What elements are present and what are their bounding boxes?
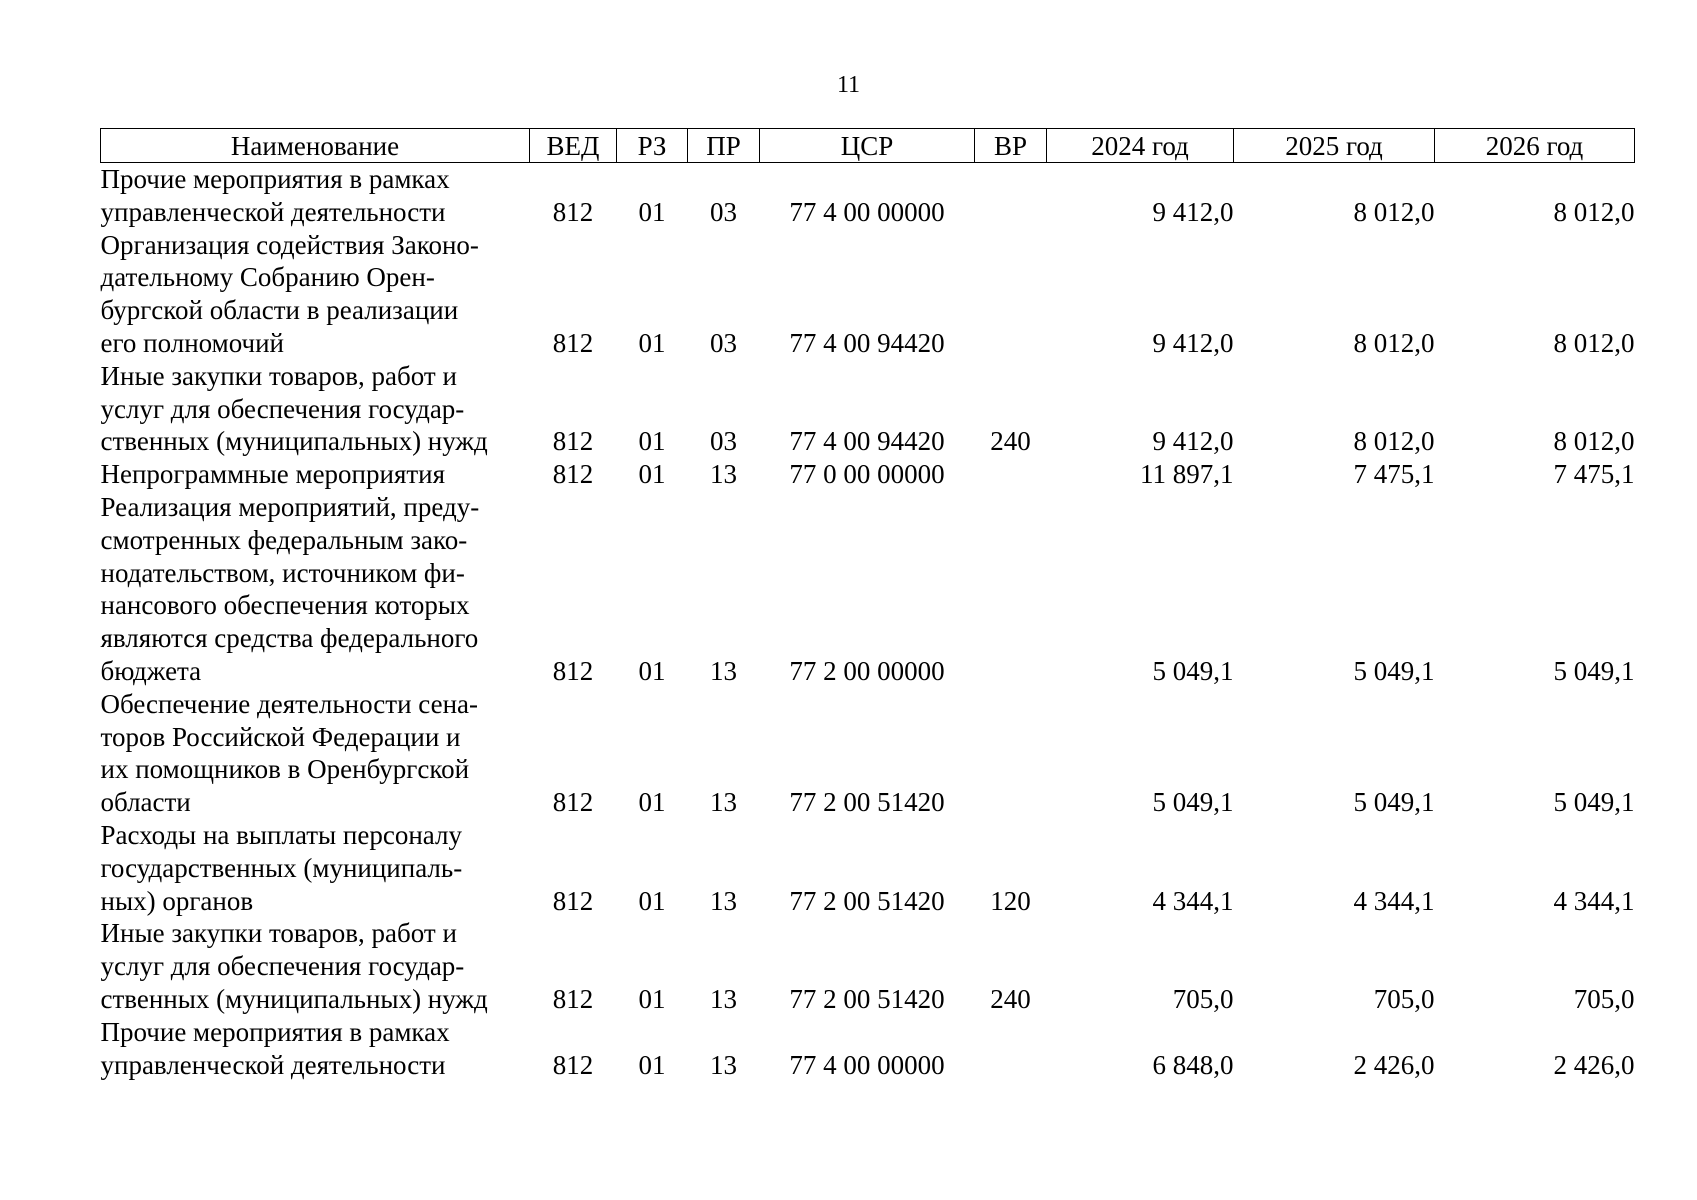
cell-2025: 705,0 [1373, 983, 1435, 1014]
name-line: дательному Собранию Орен- [100, 262, 435, 293]
cell-ved: 812 [552, 426, 594, 457]
header-name: Наименование [101, 129, 530, 163]
name-line: нодательством, источником фи- [100, 557, 465, 588]
cell-pr: 13 [710, 885, 737, 916]
cell-2025: 4 344,1 [1353, 885, 1435, 916]
cell-2024: 5 049,1 [1152, 787, 1234, 818]
cell-name [101, 819, 530, 917]
header-2024: 2024 год [1047, 129, 1234, 163]
header-vr: ВР [975, 129, 1047, 163]
cell-rz: 01 [638, 787, 666, 818]
cell-name [101, 491, 530, 688]
table-row [101, 491, 1635, 688]
cell-vr [975, 229, 1047, 360]
cell-rz: 01 [638, 1049, 666, 1080]
name-line: Прочие мероприятия в рамках [100, 164, 450, 194]
cell-2026: 8 012,0 [1553, 426, 1635, 457]
cell-vr [975, 458, 1047, 491]
table-row [101, 819, 1635, 917]
cell-2025: 8 012,0 [1353, 196, 1435, 227]
name-line: Реализация мероприятий, преду- [100, 491, 480, 522]
cell-csr: 77 0 00 00000 [789, 459, 945, 490]
budget-table [100, 128, 1635, 1081]
cell-ved: 812 [552, 459, 594, 490]
cell-2026: 7 475,1 [1553, 459, 1635, 490]
cell-2026: 8 012,0 [1553, 327, 1635, 358]
cell-2025: 2 426,0 [1353, 1049, 1435, 1080]
name-line: его полномочий [100, 327, 285, 358]
name-line: ственных (муниципальных) нужд [100, 426, 488, 457]
cell-pr: 13 [710, 459, 737, 490]
table-row [101, 917, 1635, 1015]
cell-pr: 03 [710, 327, 737, 358]
header-2026: 2026 год [1435, 129, 1635, 163]
cell-vr [975, 163, 1047, 229]
name-line: являются средства федерального [100, 623, 479, 654]
cell-2026: 5 049,1 [1553, 787, 1635, 818]
cell-vr [975, 1016, 1047, 1082]
header-ved: ВЕД [530, 129, 617, 163]
cell-pr: 13 [710, 983, 737, 1014]
name-line: ственных (муниципальных) нужд [100, 983, 488, 1014]
cell-vr: 240 [990, 426, 1031, 457]
cell-ved: 812 [552, 196, 594, 227]
name-line: государственных (муниципаль- [100, 852, 463, 883]
cell-vr: 120 [990, 885, 1031, 916]
cell-csr: 77 2 00 51420 [789, 787, 945, 818]
cell-2026: 8 012,0 [1553, 196, 1635, 227]
cell-2024: 6 848,0 [1152, 1049, 1234, 1080]
cell-csr: 77 4 00 94420 [789, 426, 945, 457]
cell-rz: 01 [638, 459, 666, 490]
cell-2024: 9 412,0 [1152, 327, 1234, 358]
cell-2025: 5 049,1 [1353, 655, 1435, 686]
cell-vr [975, 491, 1047, 688]
cell-2024: 9 412,0 [1152, 426, 1234, 457]
cell-rz: 01 [638, 983, 666, 1014]
cell-2024: 9 412,0 [1152, 196, 1234, 227]
cell-name [101, 360, 530, 458]
cell-2024: 5 049,1 [1152, 655, 1234, 686]
cell-2026: 4 344,1 [1553, 885, 1635, 916]
cell-2024: 11 897,1 [1140, 459, 1234, 490]
cell-2025: 7 475,1 [1353, 459, 1435, 490]
header-2025: 2025 год [1234, 129, 1435, 163]
name-line: управленческой деятельности [100, 1049, 446, 1080]
cell-ved: 812 [552, 1049, 594, 1080]
cell-2026: 705,0 [1573, 983, 1635, 1014]
cell-rz: 01 [638, 885, 666, 916]
table-header-row [101, 129, 1635, 163]
name-line: Обеспечение деятельности сена- [100, 688, 479, 719]
cell-csr: 77 2 00 00000 [789, 655, 945, 686]
cell-csr: 77 4 00 00000 [789, 196, 945, 227]
name-line: бюджета [100, 655, 202, 686]
name-line: Непрограммные мероприятия [100, 459, 446, 490]
cell-ved: 812 [552, 787, 594, 818]
cell-name [101, 688, 530, 819]
cell-2026: 2 426,0 [1553, 1049, 1635, 1080]
cell-2025: 8 012,0 [1353, 426, 1435, 457]
name-line: Иные закупки товаров, работ и [100, 918, 457, 949]
table-row [101, 688, 1635, 819]
cell-2026: 5 049,1 [1553, 655, 1635, 686]
cell-csr: 77 4 00 94420 [789, 327, 945, 358]
cell-rz: 01 [638, 196, 666, 227]
table-row [101, 229, 1635, 360]
table-row [101, 1016, 1635, 1082]
cell-name [101, 229, 530, 360]
cell-csr: 77 2 00 51420 [789, 885, 945, 916]
cell-pr: 03 [710, 196, 737, 227]
cell-name [101, 1016, 530, 1082]
cell-ved: 812 [552, 983, 594, 1014]
name-line: области [100, 787, 191, 818]
cell-2025: 5 049,1 [1353, 787, 1435, 818]
header-csr: ЦСР [760, 129, 975, 163]
cell-pr: 03 [710, 426, 737, 457]
table-row [101, 360, 1635, 458]
page-number: 11 [836, 72, 861, 98]
cell-csr: 77 2 00 51420 [789, 983, 945, 1014]
name-line: управленческой деятельности [100, 196, 446, 227]
name-line: их помощников в Оренбургской [100, 754, 470, 785]
name-line: Прочие мероприятия в рамках [100, 1016, 450, 1047]
cell-vr: 240 [990, 983, 1031, 1014]
cell-ved: 812 [552, 655, 594, 686]
cell-2024: 705,0 [1172, 983, 1234, 1014]
table-body [101, 163, 1635, 1082]
header-pr: ПР [688, 129, 760, 163]
name-line: Расходы на выплаты персоналу [100, 819, 462, 850]
header-rz: РЗ [617, 129, 688, 163]
cell-name [101, 917, 530, 1015]
cell-name [101, 163, 530, 229]
name-line: ных) органов [100, 885, 254, 916]
table-row [101, 458, 1635, 491]
name-line: торов Российской Федерации и [100, 721, 461, 752]
cell-pr: 13 [710, 655, 737, 686]
name-line: смотренных федеральным зако- [100, 524, 468, 555]
cell-2025: 8 012,0 [1353, 327, 1435, 358]
name-line: нансового обеспечения которых [100, 590, 470, 621]
cell-pr: 13 [710, 787, 737, 818]
name-line: Организация содействия Законо- [100, 229, 479, 260]
cell-ved: 812 [552, 327, 594, 358]
cell-vr [975, 688, 1047, 819]
name-line: услуг для обеспечения государ- [100, 393, 465, 424]
cell-2024: 4 344,1 [1152, 885, 1234, 916]
table-row [101, 163, 1635, 229]
cell-rz: 01 [638, 655, 666, 686]
cell-pr: 13 [710, 1049, 737, 1080]
name-line: услуг для обеспечения государ- [100, 951, 465, 982]
cell-name [101, 458, 530, 491]
cell-rz: 01 [638, 327, 666, 358]
cell-csr: 77 4 00 00000 [789, 1049, 945, 1080]
name-line: бургской области в реализации [100, 295, 459, 326]
cell-ved: 812 [552, 885, 594, 916]
name-line: Иные закупки товаров, работ и [100, 360, 457, 391]
cell-rz: 01 [638, 426, 666, 457]
